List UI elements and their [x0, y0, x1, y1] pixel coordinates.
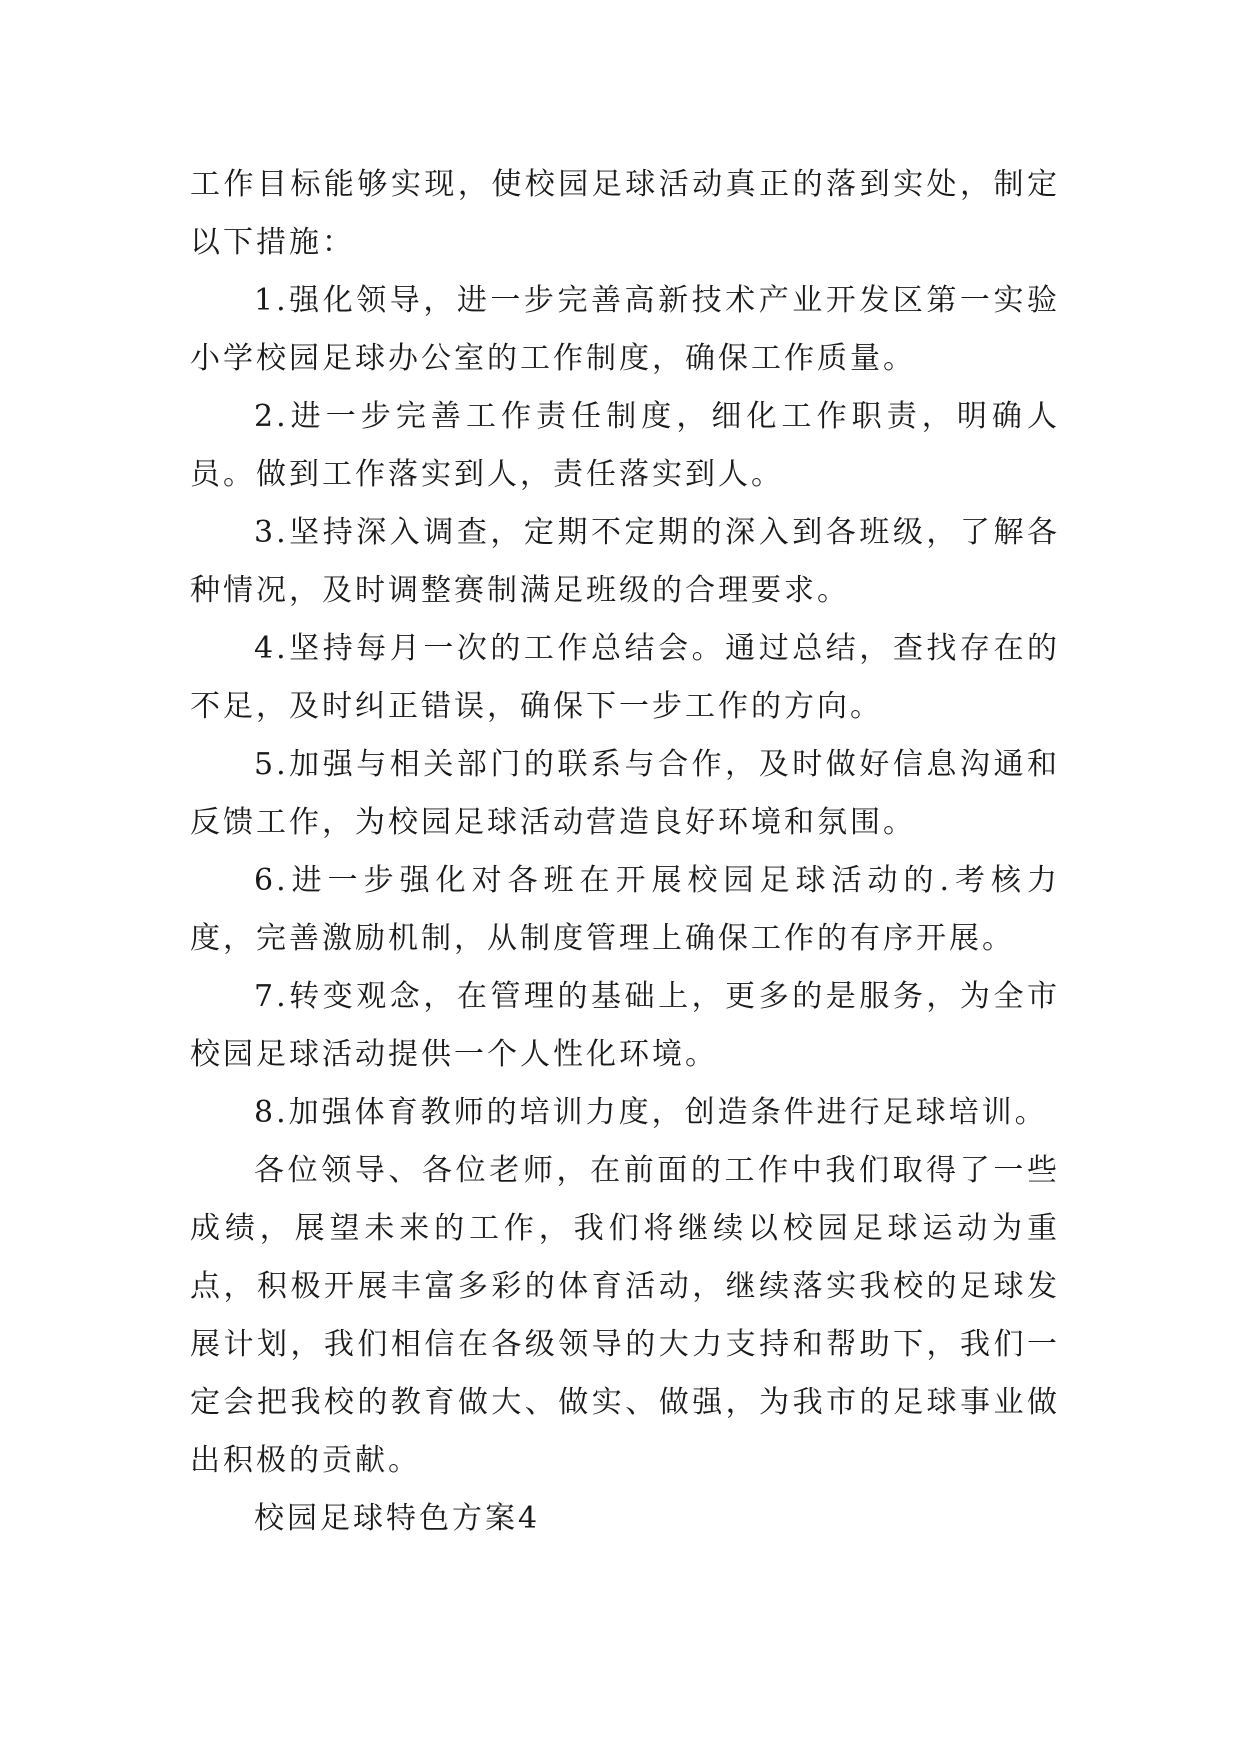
paragraph-measure-3: 3.坚持深入调查，定期不定期的深入到各班级，了解各种情况，及时调整赛制满足班级的合理要求。: [190, 515, 1060, 608]
paragraph-closing: 各位领导、各位老师，在前面的工作中我们取得了一些成绩，展望未来的工作，我们将继续以校园足球运动为重点，积极开展丰富多彩的体育活动，继续落实我校的足球发展计划，我们相信在各级领导的大力支持和帮助下，我们一定会把我校的教育做大、做实、做强，为我市的足球事业做出积极的贡献。: [190, 1153, 1060, 1478]
paragraph-intro: 工作目标能够实现，使校园足球活动真正的落到实处，制定以下措施：: [190, 167, 1060, 260]
paragraph-measure-8: 8.加强体育教师的培训力度，创造条件进行足球培训。: [254, 1095, 1048, 1130]
paragraph-measure-1: 1.强化领导，进一步完善高新技术产业开发区第一实验小学校园足球办公室的工作制度，确保工作质量。: [190, 283, 1060, 376]
paragraph-measure-2: 2.进一步完善工作责任制度，细化工作职责，明确人员。做到工作落实到人，责任落实到人。: [190, 399, 1060, 492]
paragraph-measure-7: 7.转变观念，在管理的基础上，更多的是服务，为全市校园足球活动提供一个人性化环境。: [190, 979, 1060, 1072]
paragraph-measure-4: 4.坚持每月一次的工作总结会。通过总结，查找存在的不足，及时纠正错误，确保下一步工作的方向。: [190, 631, 1060, 724]
paragraph-measure-5: 5.加强与相关部门的联系与合作，及时做好信息沟通和反馈工作，为校园足球活动营造良好环境和氛围。: [190, 747, 1060, 840]
document-body: [190, 156, 1060, 1548]
paragraph-measure-6: 6.进一步强化对各班在开展校园足球活动的.考核力度，完善激励机制，从制度管理上确保工作的有序开展。: [190, 863, 1060, 956]
section-heading: 校园足球特色方案4: [254, 1501, 541, 1536]
